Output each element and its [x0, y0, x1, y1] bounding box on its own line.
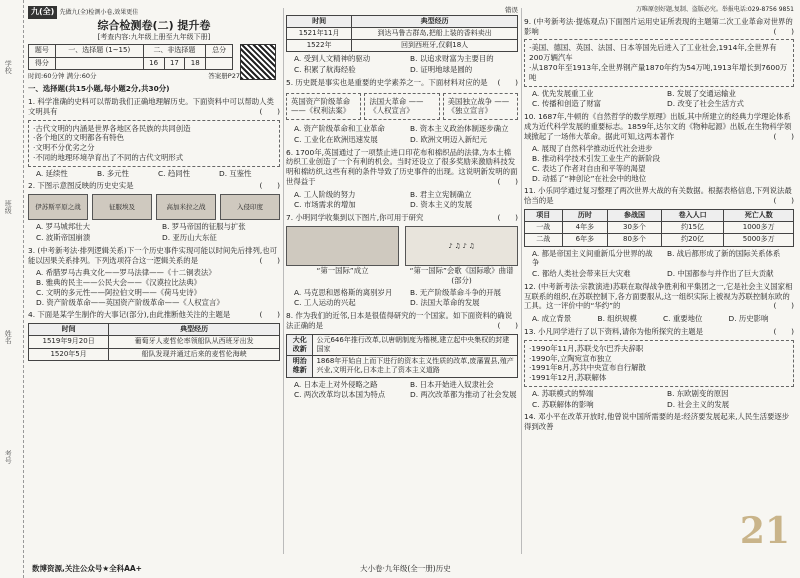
question-14: 14. 邓小平在改革开放时,他曾说中国所需要的是:经济要发展起来,人民生活要逐步得到改善 [524, 412, 790, 432]
internationale-score: ♪ ♫ ♪ ♫ [405, 226, 518, 266]
q4-table-part2: 时间 典型经历 1521年11月 到达马鲁古群岛,把船上装的香料卖出 1522年 回到西班牙,仅剩18人 [286, 15, 518, 53]
q4-table-part1: 时间 典型经历 1519年9月20日 葡萄牙人麦哲伦率领船队从西班牙出发 1520年5月 船队发现并通过后来的麦哲伦海峡 [28, 323, 280, 361]
question-9: 9. (中考新考法·提炼观点)下面图片运用史证所表现的主题第二次工业革命对世界的影响 ( ) [524, 16, 794, 36]
question-11: 11. 小乐同学通过复习整理了两次世界大战的有关数据。根据表格信息,下列说法最恰当的是 ( ) [524, 186, 794, 206]
q12-options[interactable]: A. 成立背景 B. 组织规模 C. 重要地位 D. 历史影响 [532, 314, 769, 324]
q7-images: “第一国际”成立 ♪ ♫ ♪ ♫ “第一国际”会歌《国际歌》曲谱(部分) [286, 226, 518, 286]
middle-column [286, 6, 518, 560]
question-8: 8. 作为我们的近邻,日本是很值得研究的一个国家。如下面资料的确说法正确的是 ( ) [286, 311, 518, 330]
q5-material: 英国资产阶级革命 ——《权利法案》 法国大革命 ——《人权宣言》 美国独立战争 ——《独立宣言》 [286, 91, 518, 123]
top-note: 先做九(全)检测小卷,效果更佳 [59, 9, 139, 16]
binding-strip [0, 0, 24, 578]
question-1: 1. 科学准确的史料可以帮助我们正确地理解历史。下面资料中可以帮助人类文明具有 ( ) [28, 97, 280, 116]
q13-material: ·1990年11月,苏联戈尔巴乔夫辞职 ·1990年,立陶宛宣布独立 ·1991年8月,苏共中央宣布自行解散 ·1991年12月,苏联解体 [524, 340, 794, 387]
q8-options[interactable]: A. 日本走上对外侵略之路 B. 日本开始进入奴隶社会 C. 两次改革均以本国为特点 D. 两次改革都为推动了社会发展 [294, 379, 517, 400]
binding-label: 姓名 [4, 330, 13, 344]
right-column [524, 6, 794, 560]
binding-label: 考号 [4, 450, 13, 464]
q2-options[interactable]: A. 罗马城邦壮大 B. 罗马帝国的征服与扩张 C. 波斯帝国崩溃 D. 亚历山大东征 [36, 222, 246, 242]
score-label: 满分:60分 [66, 71, 97, 80]
mid-header: 错误 [505, 6, 518, 14]
binding-label: 班级 [4, 200, 13, 214]
q7-options[interactable]: A. 马克思和恩格斯的离别岁月 B. 无产阶级革命斗争的开展 C. 工人运动的兴起 D. 法国大革命的发展 [294, 287, 502, 308]
first-international-photo [286, 226, 399, 266]
question-5: 5. 历史既是事实也是重要的史学素养之一。下面材料对应的是 ( ) [286, 77, 518, 87]
q10-options[interactable]: A. 展现了自然科学推动近代社会进步 B. 推动科学技术引发工业生产的新阶段 C. 表达了作者对自由和平等的渴望 D. 动摇了“神创论”在社会中的地位 [532, 144, 661, 183]
section-heading: 一、选择题(共15小题,每小题2分,共30分) [28, 84, 170, 94]
q8-table: 大化改新 公元646年推行改革,以唐朝制度为楷模,建立起中央集权的封建国家 明治维新 1868年开始自上而下进行的资本主义性质的改革,废藩置县,殖产兴业,文明开化,日本走上了资本主义道路 [286, 334, 518, 378]
page-number: 21 [739, 510, 790, 553]
question-7: 7. 小明同学收集到以下图片,你可用于研究 ( ) [286, 213, 518, 223]
question-12: 12. (中考新考法·宗教演进)苏联在取得战争胜利和平集团之一,它是社会主义国家相互联系的组织,在苏联控制下,各方面要服从,这一组织实际上被视为苏联控制东欧的工具。这一评价中的“华约”的 ( ) [524, 281, 794, 311]
page-title: 综合检测卷(二) 提升卷 [97, 18, 211, 32]
q11-options[interactable]: A. 都是帝国主义间重新瓜分世界的战争 B. 战后都形成了新的国际关系体系 C. 都给人类社会带来巨大灾难 D. 中国都参与并作出了巨大贡献 [532, 248, 781, 279]
question-4: 4. 下面是某学生制作的大事记(部分),由此推断他关注的主题是 ( ) [28, 310, 280, 320]
question-6: 6. 1700年,英国通过了一项禁止进口印花布和棉织品的法律,为本土棉纺织工业创造了一个有利的机会。当时还设立了很多奖励来激励科技发明和棉纺织,这些有利的条件导致了历史事件的出现。这说明新发明的面世得益于 ( ) [286, 147, 518, 186]
binding-label: 学校 [4, 60, 13, 74]
q13-options[interactable]: A. 苏联模式的弊端 B. 东欧剧变的原因 C. 苏联解体的影响 D. 社会主义的发展 [532, 388, 730, 409]
q4-options[interactable]: A. 受到人文精神的驱动 B. 以追求财富为主要目的 C. 积累了航海经验 D. 证明地球是圆的 [294, 54, 494, 75]
q1-options[interactable]: A. 延续性 B. 多元性 C. 趋同性 D. 互鉴性 [36, 168, 252, 178]
scope-note: [考查内容:九年级上册至九年级下册] [97, 33, 211, 42]
qr-code[interactable] [240, 44, 276, 80]
score-table: 题号 一、选择题 (1~15) 二、非选择题 总分 得分 16 17 18 [28, 44, 233, 69]
right-header-note: 万唯原创好题,复制、盗版必究。举报电话:029-8756 9851 [636, 6, 794, 13]
time-label: 时间:60分钟 [28, 71, 65, 80]
question-2: 2. 下图示意图反映的历史史实是 ( ) [28, 181, 280, 191]
question-10: 10. 1687年,牛顿的《自然哲学的数学原理》出版,其中所建立的经典力学理论体系成为近代科学发展的重要标志。1859年,达尔文的《物种起源》出版,在生物科学领域掀起了一场伟大革命。据此可知,这两本著作 ( ) [524, 112, 794, 141]
q3-options[interactable]: A. 希腊罗马古典文化——罗马法律——《十二铜表法》 B. 雅典的民主——公民大会——《汉谟拉比法典》 C. 文明的多元性——阿拉伯文明——《荷马史诗》 D. 资产阶级革命——英国资产阶级革命——《人权宣言》 [36, 268, 224, 307]
q1-material: ·古代文明的内涵是世界各地区各民族的共同创造 ·各个地区的文明都各有特色 ·文明不分优劣之分 ·不同的地理环境孕育出了不同的古代文明形式 [28, 120, 280, 167]
grade-badge: 九(全) [28, 6, 57, 19]
q9-material: ·美国、德国、英国、法国、日本等国先后进入了工业社会,1914年,全世界有200万辆汽车 ·从1870年至1913年,全世界钢产量1870年约为54万吨,1913年增长到7600万吨 [524, 39, 794, 86]
q11-table: 项目 历时 参战国 卷入人口 死亡人数 一战 4年多 30多个 约15亿 1000多万 二战 6年多 80多个 约20亿 5000多万 [524, 209, 794, 247]
answer-ref: 答案册P27 [208, 71, 240, 80]
footer-mid: 大小卷·九年级(全一册)历史 [360, 564, 451, 574]
question-3: 3. (中考新考法·排列逻辑关系)下一个历史事件实现可能以时间先后排列,也可能以因果关系排列。下列选项符合这一逻辑关系的是 ( ) [28, 245, 280, 265]
footer-left: 数博资源,关注公众号★全科AA+ [32, 564, 142, 574]
q9-options[interactable]: A. 优先发展重工业 B. 发展了交通运输业 C. 传播和创造了财富 D. 改变了社会生活方式 [532, 88, 744, 109]
q5-options[interactable]: A. 资产阶级革命和工业革命 B. 资本主义政治体制逐步确立 C. 工业化在欧洲迅速发展 D. 欧洲文明迈入新纪元 [294, 124, 509, 144]
q6-options[interactable]: A. 工人阶级的努力 B. 君主立宪制确立 C. 市场需求的增加 D. 资本主义的发展 [294, 189, 473, 210]
left-column [28, 6, 280, 560]
q2-illustrations: 伊苏斯平原之战 征服埃及 高加米拉之战 入侵印度 [28, 194, 280, 220]
question-13: 13. 小凡同学进行了以下资料,请你为他所探究的主题是 ( ) [524, 326, 794, 336]
